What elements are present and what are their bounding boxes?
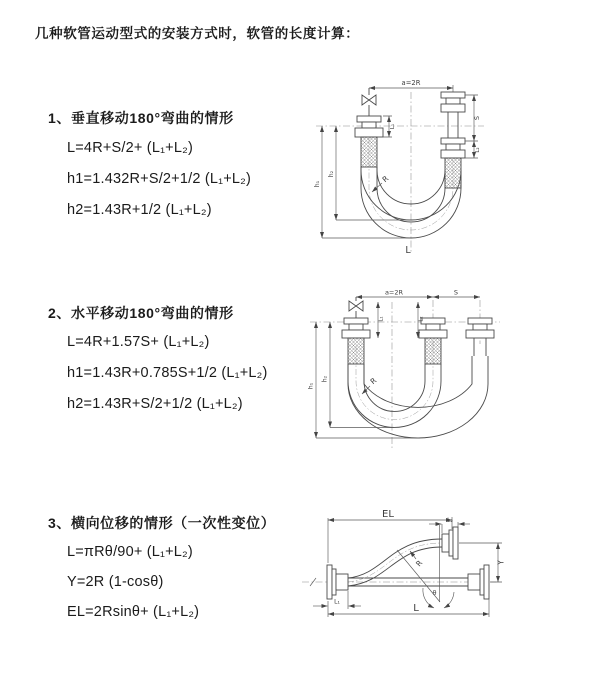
section-1-formula-0: L=4R+S/2+ (L₁+L₂) [67,140,193,156]
valve-icon [349,297,363,318]
left-flange [327,565,348,599]
section-1-heading: 1、垂直移动180°弯曲的情形 [48,110,234,126]
dim-label-l1: L₁ [334,598,340,606]
dim-label-h2: h₂ [328,170,335,178]
left-flange [355,116,383,167]
page-title: 几种软管运动型式的安装方式时，软管的长度计算： [35,26,360,41]
dim-label-h2: h₂ [321,375,329,383]
dim-label-s: S [453,288,459,297]
dim-label-el: EL [382,509,394,520]
radius-label: R [380,173,391,185]
dim-label-l: L [405,245,411,256]
dimension-lines [313,517,502,617]
angle-theta-label: θ [432,589,437,597]
left-flange [342,318,370,364]
right-lower-flange [468,565,489,599]
dim-label-l: L [413,603,419,614]
upper-flange [442,527,458,559]
diagram-vertical-180-bend [312,76,597,256]
dim-label-s: S [473,115,481,121]
section-3-formula-2: EL=2Rsinθ+ (L₁+L₂) [67,604,200,620]
dim-label-h1: h₁ [314,180,321,188]
hose-centerline [356,346,433,420]
section-1-formula-1: h1=1.432R+S/2+1/2 (L₁+L₂) [67,171,252,187]
dim-label-l2: L₂ [475,147,481,153]
dim-label-a2r: a=2R [401,79,421,87]
dim-label-l2: L₂ [418,316,425,322]
section-2-formula-0: L=4R+1.57S+ (L₁+L₂) [67,334,210,350]
diagram-lateral-displacement [300,503,600,645]
diagram-horizontal-180-bend [308,286,600,458]
right-flange-positions [441,85,465,188]
centerline-break-tick [310,578,316,586]
dim-label-l2: L₂ [447,517,453,524]
radius-label: R [413,558,425,569]
section-3-heading: 3、横向位移的情形（一次性变位） [48,515,276,531]
dim-label-h1: h₁ [308,382,315,390]
section-3-formula-1: Y=2R (1-cosθ) [67,574,164,590]
section-2-formula-2: h2=1.43R+S/2+1/2 (L₁+L₂) [67,396,243,412]
dim-label-l1: L₁ [378,316,385,322]
section-2-heading: 2、水平移动180°弯曲的情形 [48,305,234,321]
section-2-formula-1: h1=1.43R+0.785S+1/2 (L₁+L₂) [67,365,268,381]
middle-flange [419,318,447,364]
radius-label: R [368,375,379,387]
valve-icon [362,88,376,116]
dim-label-y: Y [496,560,506,565]
curved-hose [348,539,442,586]
section-3-formula-0: L=πRθ/90+ (L₁+L₂) [67,544,193,560]
dim-label-a2r: a=2R [384,288,404,297]
dimension-lines [316,297,480,438]
section-1-formula-2: h2=1.43R+1/2 (L₁+L₂) [67,202,212,218]
dim-label-l1: L₁ [390,123,396,130]
right-flange [466,318,494,356]
u-hose [348,356,488,438]
